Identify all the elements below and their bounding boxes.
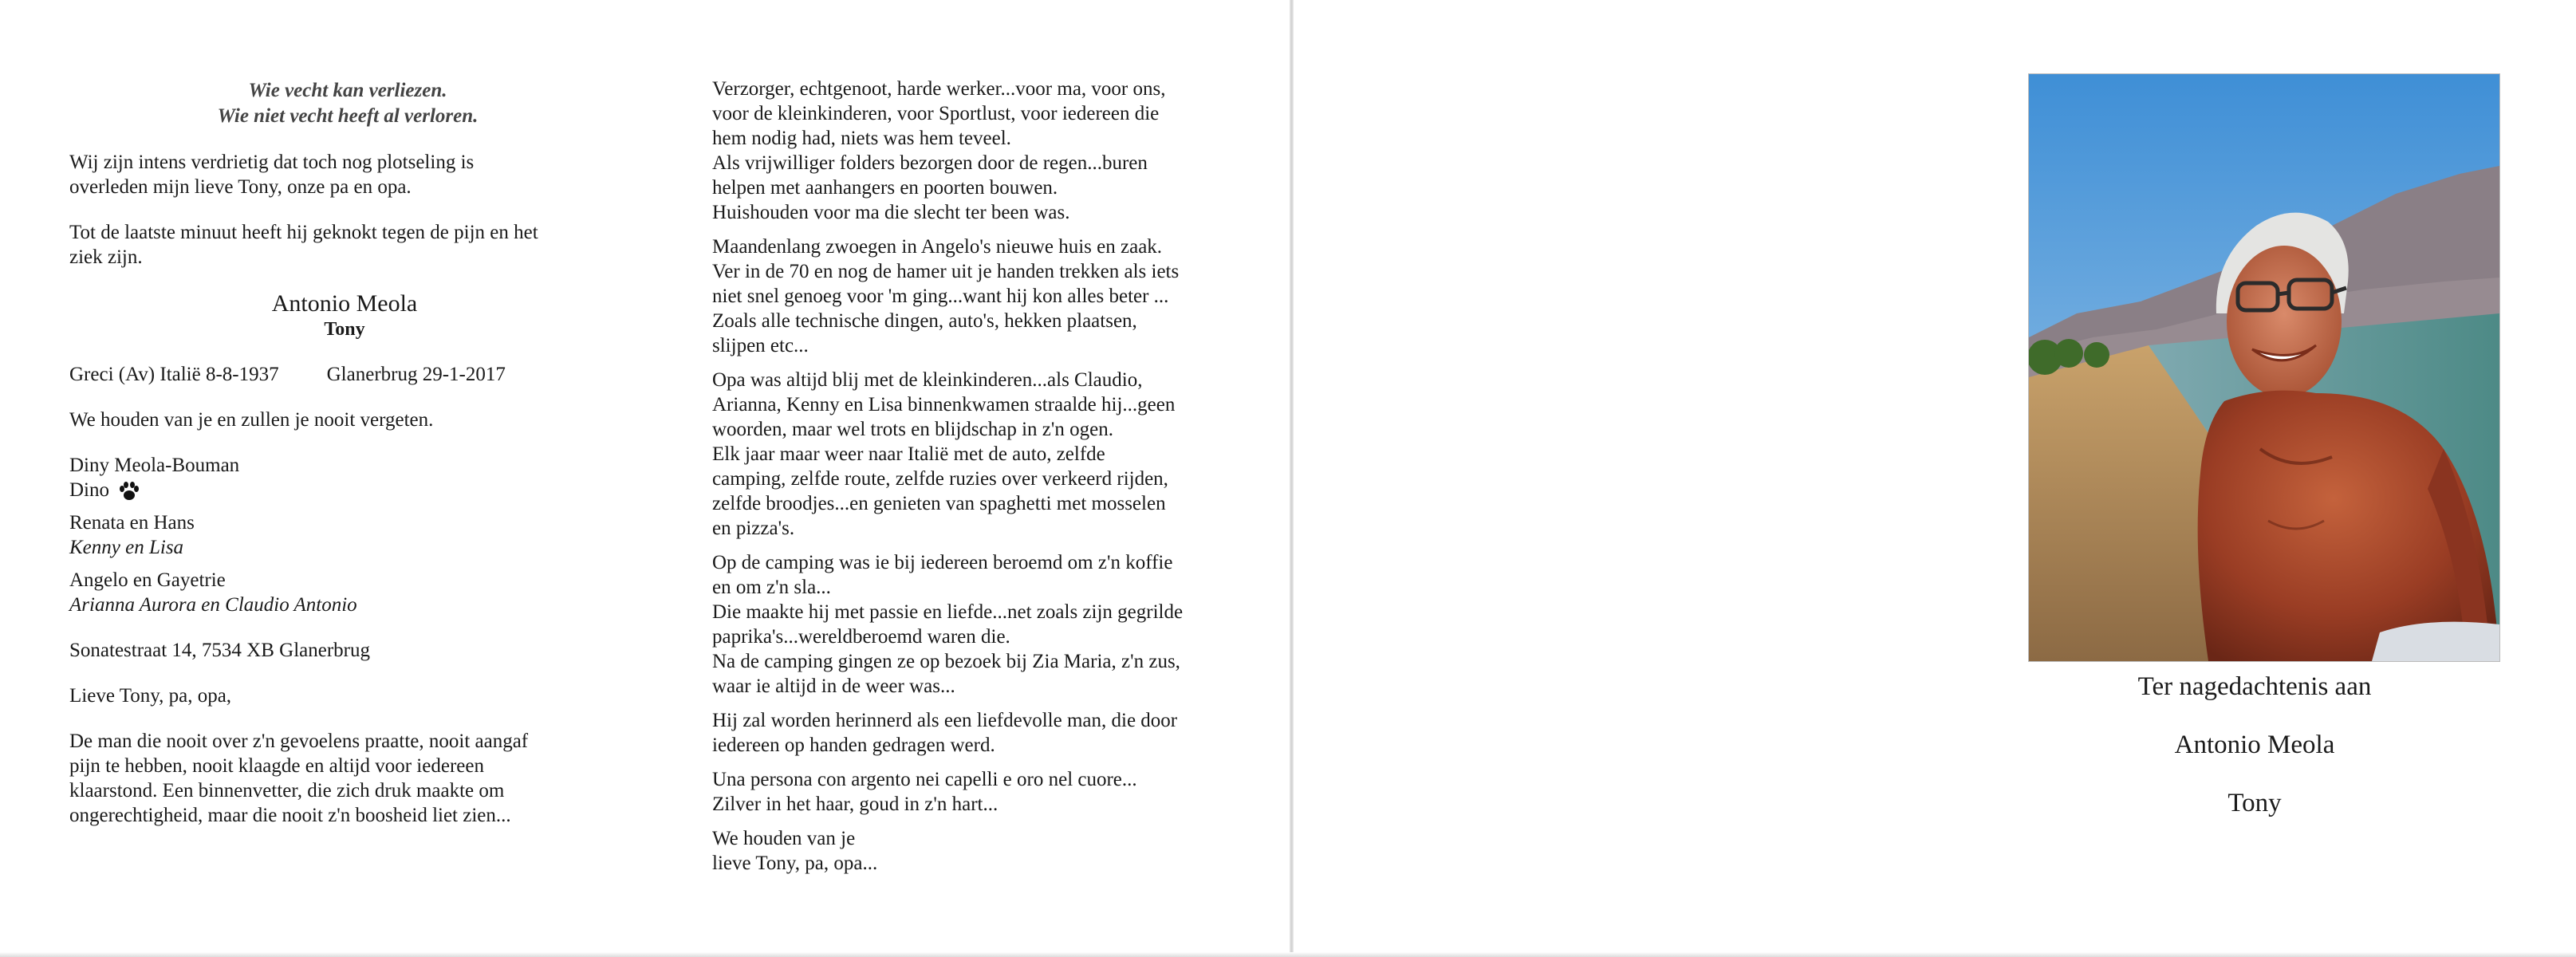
family-member-name: Dino: [69, 479, 109, 501]
text-line: voor de kleinkinderen, voor Sportlust, voor iedereen die: [712, 103, 1160, 124]
text-line: Zilver in het haar, goud in z'n hart...: [712, 794, 998, 815]
portrait-photo: [2028, 73, 2500, 662]
death-info: Glanerbrug 29-1-2017: [326, 364, 506, 385]
birth-info: Greci (Av) Italië 8-8-1937: [69, 364, 279, 385]
text-line: Maandenlang zwoegen in Angelo's nieuwe huis en zaak.: [712, 236, 1163, 258]
text-line: Als vrijwilliger folders bezorgen door de regen...buren: [712, 152, 1148, 174]
text-line: paprika's...wereldberoemd waren die.: [712, 626, 1010, 648]
left-column: [69, 78, 612, 828]
story-line: pijn te hebben, nooit klaagde en altijd voor iedereen: [69, 755, 484, 777]
story-line: ongerechtigheid, maar die nooit z'n boosheid liet zien...: [69, 805, 511, 826]
love-line: We houden van je en zullen je nooit vergeten.: [69, 409, 434, 431]
cover-nickname: Tony: [2227, 789, 2282, 817]
text-line: niet snel genoeg voor 'm ging...want hij kon alles beter ...: [712, 286, 1169, 307]
text-block: [712, 767, 1255, 817]
address: Sonatestraat 14, 7534 XB Glanerbrug: [69, 640, 371, 661]
text-line: woorden, maar wel trots en blijdschap in z'n ogen.: [712, 419, 1113, 440]
grandchildren: Kenny en Lisa: [69, 537, 184, 558]
text-line: Huishouden voor ma die slecht ter been was.: [712, 202, 1070, 223]
text-line: Na de camping gingen ze op bezoek bij Zia Maria, z'n zus,: [712, 651, 1180, 672]
text-line: Verzorger, echtgenoot, harde werker...voor ma, voor ons,: [712, 78, 1166, 100]
text-line: Hij zal worden herinnerd als een liefdevolle man, die door: [712, 710, 1178, 731]
card-edge: [0, 952, 2576, 957]
text-line: We houden van je: [712, 828, 856, 849]
family-member: Angelo en Gayetrie: [69, 569, 226, 591]
intro-line: overleden mijn lieve Tony, onze pa en opa.: [69, 176, 412, 198]
story-line: klaarstond. Een binnenvetter, die zich druk maakte om: [69, 780, 505, 801]
family-member: Renata en Hans: [69, 512, 195, 534]
text-line: Op de camping was ie bij iedereen beroemd om z'n koffie: [712, 552, 1173, 573]
memorial-heading: Ter nagedachtenis aan: [2137, 672, 2372, 701]
text-line: zelfde broodjes...en genieten van spaghetti met mosselen: [712, 493, 1166, 514]
cover-name: Antonio Meola: [2174, 731, 2335, 759]
text-line: Zoals alle technische dingen, auto's, hekken plaatsen,: [712, 310, 1137, 332]
text-block: [712, 234, 1255, 358]
text-line: waar ie altijd in de weer was...: [712, 675, 955, 697]
paw-print-icon: [117, 481, 141, 502]
salutation: Lieve Tony, pa, opa,: [69, 685, 232, 707]
text-line: slijpen etc...: [712, 335, 809, 356]
text-line: Una persona con argento nei capelli e oro nel cuore...: [712, 769, 1137, 790]
text-line: Elk jaar maar weer naar Italië met de auto, zelfde: [712, 443, 1105, 465]
family-member: [69, 478, 612, 502]
text-line: Die maakte hij met passie en liefde...net zoals zijn gegrilde: [712, 601, 1184, 623]
text-block: [712, 550, 1255, 699]
family-member: Diny Meola-Bouman: [69, 455, 240, 476]
intro-line: Tot de laatste minuut heeft hij geknokt tegen de pijn en het: [69, 222, 538, 243]
text-line: Arianna, Kenny en Lisa binnenkwamen straalde hij...geen: [712, 394, 1176, 415]
text-block: [712, 708, 1255, 758]
text-line: iedereen op handen gedragen werd.: [712, 734, 995, 756]
text-line: helpen met aanhangers en poorten bouwen.: [712, 177, 1058, 199]
story-line: De man die nooit over z'n gevoelens praatte, nooit aangaf: [69, 731, 529, 752]
text-block: [712, 368, 1255, 541]
grandchildren: Arianna Aurora en Claudio Antonio: [69, 594, 357, 616]
intro-line: ziek zijn.: [69, 246, 143, 268]
text-line: en om z'n sla...: [712, 577, 831, 598]
dates-row: [69, 362, 612, 387]
text-line: Opa was altijd blij met de kleinkinderen...als Claudio,: [712, 369, 1143, 391]
middle-column: [712, 77, 1255, 876]
text-block: [712, 77, 1255, 225]
text-line: hem nodig had, niets was hem teveel.: [712, 128, 1011, 149]
deceased-nickname: Tony: [324, 319, 365, 340]
motto-line: Wie vecht kan verliezen.: [248, 80, 447, 101]
motto-line: Wie niet vecht heeft al verloren.: [217, 105, 479, 127]
deceased-name: Antonio Meola: [271, 290, 418, 317]
text-block: [712, 826, 1255, 876]
intro-line: Wij zijn intens verdrietig dat toch nog plotseling is: [69, 152, 475, 173]
text-line: camping, zelfde route, zelfde ruzies over verkeerd rijden,: [712, 468, 1168, 490]
text-line: lieve Tony, pa, opa...: [712, 853, 878, 874]
text-line: Ver in de 70 en nog de hamer uit je handen trekken als iets: [712, 261, 1180, 282]
beach-portrait-illustration: [2029, 74, 2499, 661]
text-line: en pizza's.: [712, 518, 795, 539]
